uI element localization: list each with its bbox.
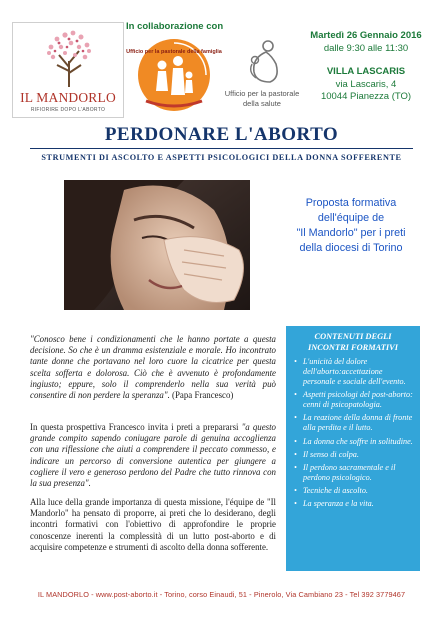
invitation-intro: In questa prospettiva Francesco invita i preti a prepararsi: [30, 422, 242, 432]
contents-item: [294, 463, 414, 483]
partner-caption-line2: della salute: [243, 99, 281, 108]
bullet-icon: •: [294, 390, 297, 400]
contents-item: [294, 450, 414, 460]
invitation-paragraph: [30, 422, 276, 489]
contents-item: [294, 413, 414, 433]
contents-item: [294, 437, 414, 447]
bullet-icon: •: [294, 436, 297, 446]
event-venue: VILLA LASCARIS: [326, 66, 406, 77]
pastorale-famiglia-logo: [126, 37, 222, 113]
page-title: PERDONARE L'ABORTO: [104, 124, 339, 145]
invitation-quote: "a questo grande compito sapendo coniugare parole di genuina accoglienza con una riflessione che aiuti a comprendere il peccato commesso, e indicare un percorso di conversione autentica per giungere a cogliere il vero e generoso perdono del Padre che tutto rinnova con la sua presenza".: [30, 422, 276, 489]
collaboration-label: In collaborazione con: [126, 21, 224, 32]
contents-item-text: La speranza e la vita.: [303, 499, 374, 509]
contents-item: [294, 486, 414, 496]
bullet-icon: •: [294, 357, 297, 366]
event-info: [296, 30, 436, 104]
bullet-icon: •: [294, 486, 297, 496]
partner-logo-text: Ufficio per la pastorale della famiglia: [126, 49, 222, 55]
bullet-icon: •: [294, 413, 297, 423]
pastorale-salute-logo: [222, 38, 302, 120]
event-date: Martedì 26 Gennaio 2016: [310, 30, 422, 41]
event-street: via Lascaris, 4: [335, 78, 397, 90]
title-divider: [30, 148, 413, 149]
proposal-line-1: Proposta formativa: [305, 197, 397, 209]
contents-list: [286, 353, 420, 509]
mission-paragraph: Alla luce della grande importanza di questa missione, l'équipe de "Il Mandorlo" ha pensato di proporre, ai preti che lo desiderano, degli incontri formativi con l'obiettivo di approfondire le proprie conoscenze inerenti la complessità di un lutto post-aborto e di acquisire competenze e strumenti di ascolto della donna sofferente.: [30, 497, 276, 552]
proposal-line-2: dell'équipe de: [317, 212, 385, 224]
event-city: 10044 Pianezza (TO): [320, 91, 412, 102]
pope-quote-paragraph: [30, 334, 276, 401]
bullet-icon: •: [294, 449, 297, 459]
contents-item: [294, 390, 414, 410]
proposal-box: [284, 196, 418, 256]
proposal-line-4: della diocesi di Torino: [299, 242, 403, 254]
contents-title-line1: CONTENUTI DEGLI: [314, 332, 392, 341]
contents-item-text: La reazione della donna di fronte alla perdita e il lutto.: [303, 413, 413, 433]
caregiver-figure-icon: [222, 38, 302, 88]
contents-title-line2: INCONTRI FORMATIVI: [307, 342, 399, 352]
contents-item-text: Aspetti psicologi del post-aborto: cenni di psicopatologia.: [303, 390, 413, 410]
event-time: dalle 9:30 alle 11:30: [323, 42, 409, 54]
contents-item-text: Tecniche di ascolto.: [303, 486, 368, 496]
contents-item-text: L'unicità del dolore dell'aborto:accettazione personale e sociale dell'evento.: [303, 357, 406, 386]
bullet-icon: •: [294, 499, 297, 509]
logo-name: IL MANDORLO: [20, 90, 116, 105]
contents-item-text: Il perdono sacramentale e il perdono psicologico.: [303, 462, 396, 482]
footer-contact: IL MANDORLO - www.post-aborto.it - Torino, corso Einaudi, 51 - Pinerolo, Via Cambiano 23 - Tel 392 3779467: [37, 590, 406, 599]
contents-item-text: La donna che soffre in solitudine.: [303, 436, 413, 446]
contents-item: [294, 357, 414, 387]
contents-item: [294, 499, 414, 509]
bullet-icon: •: [294, 462, 297, 472]
grieving-woman-photo: [64, 180, 250, 310]
contents-item-text: Il senso di colpa.: [303, 449, 359, 459]
almond-tree-icon: [41, 27, 97, 87]
partner-caption-line1: Ufficio per la pastorale: [224, 89, 300, 98]
pope-quote-source: (Papa Francesco): [169, 390, 234, 401]
logo-tagline: RIFIORIRE DOPO L'ABORTO: [30, 107, 106, 113]
proposal-line-3: "Il Mandorlo" per i preti: [296, 227, 406, 239]
page-subtitle: STRUMENTI DI ASCOLTO E ASPETTI PSICOLOGICI DELLA DONNA SOFFERENTE: [41, 153, 402, 162]
il-mandorlo-logo: [12, 22, 124, 118]
training-contents-panel: [286, 326, 420, 571]
pope-quote: "Conosco bene i condizionamenti che le hanno portate a questa decisione. So che è un dramma esistenziale e morale. Ho incontrato tante donne che portavano nel loro cuore la cicatrice per questa scelta sofferta e dolorosa. Ciò che è avvenuto è profondamente ingiusto; eppure, solo il comprenderlo nella sua verità può consentire di non perdere la speranza".: [30, 334, 276, 401]
